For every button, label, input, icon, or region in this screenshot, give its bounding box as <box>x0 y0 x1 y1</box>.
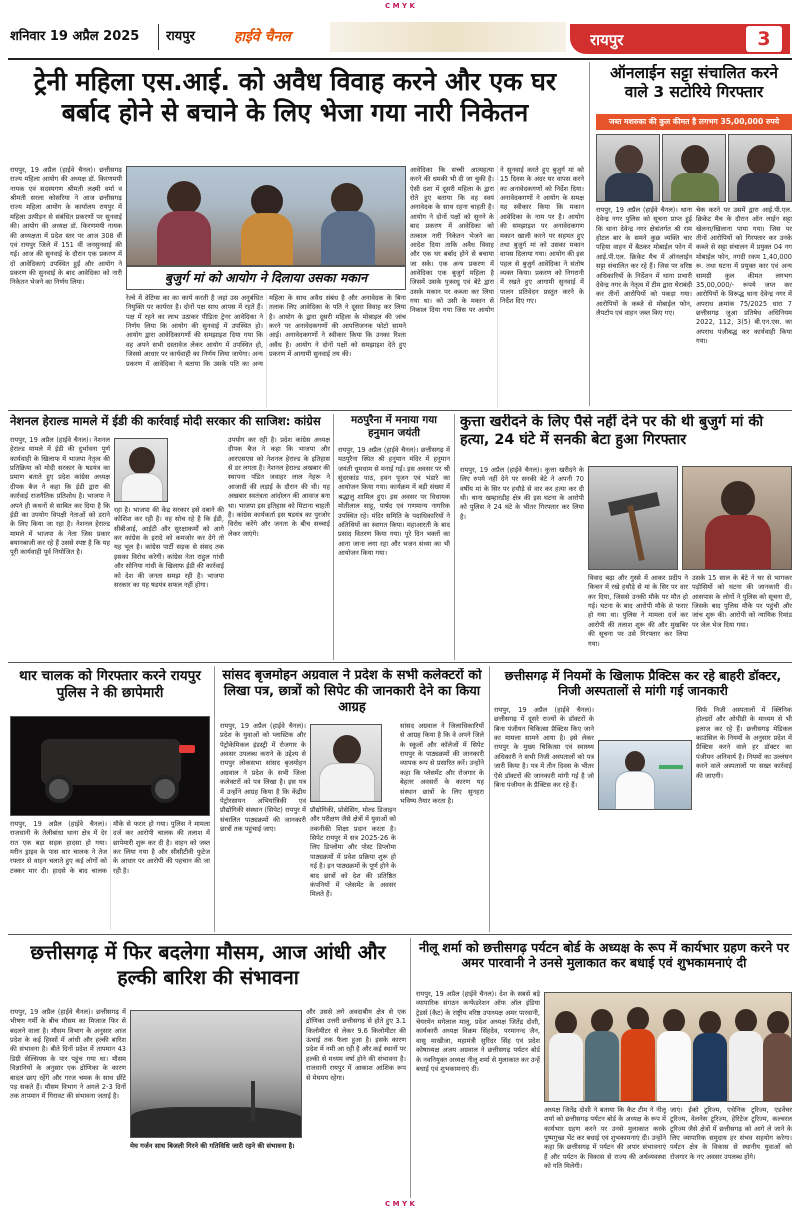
ad-strip <box>330 22 566 52</box>
masthead-channel-logo: हाईवे चैनल <box>234 29 291 45</box>
cloudy-sky-photo <box>130 1010 302 1138</box>
lead-body-4-text: को उसी के मकान से निकाल दिया गया जिस पर आयोग ने सुनवाई करते हुए बुजुर्ग मां को 15 दिवस के अंदर घर वापस करने का अनावेदकगणों को निर्देश दिया। अनावेदकगणों ने आयोग के समक्ष यह स्वीकार किया कि मकान आवेदिका के नाम पर है। आयोग की समझाइश पर अनावेदकगण मकान खाली करने पर सहमत हुए तथा बुजुर्ग मां को उसका मकान वापस दिलाया गया। आयोग की इस पहल से बुजुर्ग आवेदिका ने संतोष व्यक्त किया। प्रकरण को निगरानी में रखते हुए आगामी सुनवाई में पालन प्रतिवेदन प्रस्तुत करने के निर्देश दिए गए। <box>410 166 584 315</box>
betting-banner: जब्त मशरुका की कुल कीमत है लगभग 35,00,000 रुपये <box>596 114 792 130</box>
accused-photo-1 <box>596 134 660 202</box>
section-label: रायपुर <box>590 31 624 49</box>
column-divider-driver <box>214 666 215 932</box>
masthead-date: शनिवार 19 अप्रैल 2025 <box>10 29 140 44</box>
hammer-photo <box>588 466 678 570</box>
section-tab <box>570 24 790 54</box>
tourism-headline: नीलू शर्मा को छत्तीसगढ़ पर्यटन बोर्ड के अध्यक्ष के रूप में कार्यभार ग्रहण करने पर अमर पारवानी ने उनसे मुलाकात कर बधाई एवं शुभकामनाएं दी <box>419 940 789 971</box>
betting-headline: ऑनलाईन सट्टा संचालित करने वाले 3 सटोरिये गिरफ्तार <box>610 64 778 101</box>
betting-body-2: चेक करने पर उसमें द्वारा आई.पी.एल. क्रिकेट मैच के दौरान ऑन लाईन सट्टा खेलना/खिलाना पाया गया। जिस पर तीनों आरोपियों को गिरफ्तार कर उनके कब्जे से सट्टा संचालन में प्रयुक्त 04 नग मोबाईल फोन, नगदी रकम 1,40,000 रू. तथा घटना में प्रयुक्त कार एवं अन्य सामग्री कुल कीमत लगभग 35,00,000/- रूपये जप्त कर आरोपियों के विरूद्ध थाना देवेन्द्र नगर में अपराध क्रमांक 75/2025 धारा 7 छत्तीसगढ़ जुआ प्रतिषेध अधिनियम 2022, 112, 3(5) बी.एन.एस. का अपराध पंजीबद्ध कर कार्यवाही किया गया। <box>696 206 792 346</box>
murder-body-1: रायपुर, 19 अप्रैल (हाईवे चैनल)। कुत्ता खरीदने के लिए रुपये नहीं देने पर सनकी बेटे ने अपनी 70 वर्षीय मां के सिर पर हथौड़े से वार कर हत्या कर दी थी। थाना खम्हारडीह क्षेत्र की इस घटना के आरोपी को पुलिस ने 24 घंटे के भीतर गिरफ्तार कर लिया है। <box>460 466 584 521</box>
mp-body-3: सांसद अग्रवाल ने जिलाधिकारियों से आग्रह किया है कि वे अपने जिले के स्कूलों और कॉलेजों में सिपेट रायपुर के पाठ्यक्रमों की जानकारी व्यापक रूप से प्रसारित करें। उन्होंने कहा कि प्लेसमेंट और रोजगार के बेहतर अवसरों के कारण यह संस्थान छात्रों के लिए सुनहरा भविष्य तैयार करता है। <box>400 722 484 805</box>
lead-headline: ट्रेनी महिला एस.आई. को अवैध विवाह करने और एक घर बर्बाद होने से बचाने के लिए भेजा गया नारी निकेतन <box>33 67 557 127</box>
accused-son-photo <box>682 466 792 570</box>
doctors-headline: छत्तीसगढ़ में नियमों के खिलाफ प्रैक्टिस कर रहे बाहरी डॉक्टर, निजी अस्पतालों से मांगी गई जानकारी <box>504 668 782 699</box>
column-divider <box>589 62 590 406</box>
hanuman-headline: मठपुरैना में मनाया गया हनुमान जयंती <box>351 414 437 439</box>
lead-body-1: रायपुर, 19 अप्रैल (हाईवे चैनल)। छत्तीसगढ़ राज्य महिला आयोग की अध्यक्ष डॉ. किरणमयी नायक एवं सदस्यगण श्रीमती लक्ष्मी वर्मा व श्रीमती सरला कोसरिया ने आज छत्तीसगढ़ राज्य महिला आयोग के कार्यालय रायपुर में महिला उत्पीड़न से संबंधित प्रकरणों पर सुनवाई की। आयोग की अध्यक्ष डॉ. किरणमयी नायक की अध्यक्षता में प्रदेश स्तर पर आज 308 वीं एवं रायपुर जिले में 151 वीं जनसुनवाई की गई। आज की सुनवाई के दौरान एक प्रकरण में दो आवेदिकाएं उपस्थित हुईं और आयोग ने प्रकरण की सुनवाई के बाद आवेदिका को नारी निकेतन भेजने का निर्णय लिया। <box>10 166 122 287</box>
column-divider-hanuman <box>454 414 455 660</box>
tourism-body-3: जाएं। ईको टूरिज्म, एथेनिक टूरिज्म, एडवेंचर टूरिज्म, वेलनेस टूरिज्म, हेरिटेज टूरिज्म, कल्चरल टूरिज्म जैसे क्षेत्रों में छत्तीसगढ़ को आगे ले जाने के लिए व्यापारिक समुदाय हर संभव सहयोग करेगा। पर्यटन क्षेत्र के विकास से स्थानीय युवाओं को रोजगार के नए अवसर उपलब्ध होंगे। <box>670 1106 792 1161</box>
masthead-rule <box>8 58 792 60</box>
row-rule-3 <box>8 934 792 935</box>
ed-body-1: रायपुर, 19 अप्रैल (हाईवे चैनल)। नेशनल हेराल्ड मामले में ईडी की दुर्भावना पूर्ण कार्यवाही के खिलाफ में भाजपा नेतृत्व की प्रतिक्रिया को मोदी सरकार के षडयंत्र का प्रमाण बताते हुए प्रदेश कांग्रेस अध्यक्ष दीपक बैज ने कहा कि ईडी द्वारा की कार्रवाई राजनैतिक प्रतिशोध है। भाजपा ने अपने ही कथनों से साबित कर दिया है कि ईडी का उपयोग विपक्षी नेताओं को डराने के लिए किया जा रहा है। नेशनल हेराल्ड मामले में भाजपा के नेता जिस प्रकार बयानबाजी कर रहे हैं उससे स्पष्ट है कि यह पूरी कार्यवाही पूर्व नियोजित है। <box>10 436 110 557</box>
page-number: 3 <box>746 26 782 52</box>
person-1-body <box>157 211 211 266</box>
lead-photo-caption: बुजुर्ग मां को आयोग ने दिलाया उसका मकान <box>126 266 406 290</box>
ed-body-3: उपयोग कर रही है। प्रदेश कांग्रेस अध्यक्ष दीपक बैज ने कहा कि भाजपा और आरएसएस को नेशनल हेराल्ड के इतिहास से डर लगता है। नेशनल हेराल्ड अखबार की स्थापना पंडित जवाहर लाल नेहरू ने आजादी की लड़ाई के दौरान की थी। यह अखबार स्वतंत्रता आंदोलन की आवाज बना था। भाजपा इस इतिहास को मिटाना चाहती है। कांग्रेस कार्यकर्ता इस षडयंत्र का पुरजोर विरोध करेंगे और जनता के बीच सच्चाई लेकर जाएंगे। <box>228 436 330 538</box>
lead-body-2: रेल्वे में वेटिंग्स का का कार्य करती है जहां उस अनुबंधित नियुक्ति पर कार्यरत है। दोनों पक्ष साथ आपस में रहते हैं। पक्ष में रहने का लाभ उठाकर पीडिता ट्रेनर आवेदिका ने निर्णय लिया कि आयोग की सुनवाई में उपस्थित हो। आयोग द्वारा आवेदिकागणों की समझाइश दिया गया कि वह अपने सभी दस्तावेज लेकर आयोग में उपस्थित हो, जिससे आधार पर कार्यवाही का निर्णय लिया जायेगा। अन्य प्रकरण में आवेदिका ने बताया कि उसके पति का अन्य महिला के साथ अवैध संबंध है और अनावेदक के बिना तलाक लिए आवेदिका के पति ने दूसरा विवाह कर लिया है। आयोग के द्वारा दूसरी महिला के मोबाइल की जांच करने पर अनावेदकगणों की आपत्तिजनक फोटो सामने आई। अनावेदकगणों ने स्वीकार किया कि उनका रिश्ता अवैध है। आयोग ने दोनों पक्षों को समझाइश देते हुए प्रकरण में आगामी सुनवाई तय की। <box>126 294 406 368</box>
ed-body-2-wrap: रहा है। भाजपा की केंद्र सरकार इसे दबाने की कोशिश कर रही है। वह सोच रहे है कि ईडी, सीबीआई, आईटी और सुरक्षाकर्मों को आगे कर कांग्रेस के इरादे को कमजोर कर देगे तो यह भूल है। कांग्रेस पार्टी सड़क से संसद तक इसका विरोध करेगी। कांग्रेस नेता राहुल गांधी और सोनिया गांधी के खिलाफ ईडी की कार्रवाई को देश की जनता समझ रही है। भाजपा सरकार का यह षडयंत्र सफल नहीं होगा। <box>114 506 224 589</box>
tourism-group-photo <box>544 992 792 1102</box>
tourism-body-2: अध्यक्ष जितेंद्र दोशी ने बताया कि कैट टीम ने नीलू शर्मा को छत्तीसगढ़ पर्यटन बोर्ड के अध्यक्ष के रूप में कार्यभार ग्रहण करने पर उनसे मुलाकात करके पुष्पगुच्छ भेंट कर बधाई एवं शुभकामनाएं दी। उन्होंने कहा कि छत्तीसगढ़ में पर्यटन की अपार संभावनाएं हैं और पर्यटन के विकास से राज्य की अर्थव्यवस्था को गति मिलेगी। <box>544 1106 666 1171</box>
murder-body-3: उसके 15 साल के बेटे ने घर से भागकर पड़ोसियों को घटना की जानकारी दी। आसपास के लोगों ने पुलिस को सूचना दी, जिसके बाद पुलिस मौके पर पहुंची और जांच शुरू की। आरोपी को न्यायिक रिमांड पर जेल भेज दिया गया। <box>692 574 792 629</box>
thar-car-photo <box>10 716 210 816</box>
weather-headline: छत्तीसगढ़ में फिर बदलेगा मौसम, आज आंधी और हल्की बारिश की संभावना <box>30 941 386 990</box>
masthead-city: रायपुर <box>166 29 195 44</box>
hanuman-body: रायपुर, 19 अप्रैल (हाईवे चैनल)। छत्तीसगढ़ में मठपुरैना स्थित श्री हनुमान मंदिर में हनुमान जयंती धूमधाम से मनाई गई। इस अवसर पर श्री सुंदरकांड पाठ, हवन पूजन एवं भंडारे का आयोजन किया गया। कार्यक्रम में बड़ी संख्या में श्रद्धालु शामिल हुए। इस अवसर पर विधायक मोतीलाल साहू, पार्षद एवं गणमान्य नागरिक उपस्थित रहे। मंदिर समिति के पदाधिकारियों ने अतिथियों का स्वागत किया। महाआरती के बाद प्रसाद वितरण किया गया। पूरे दिन भक्तों का आना जाना लगा रहा और भजन संध्या का भी आयोजन किया गया। <box>338 446 450 557</box>
doctors-body-2: सिर्फ निजी अस्पतालों में क्लिनिक होल्डरों और ओपीडी के माध्यम से भी इलाज कर रहे हैं। छत्तीसगढ़ मेडिकल काउंसिल के नियमों के अनुसार प्रदेश में प्रैक्टिस करने वाले हर डॉक्टर का पंजीयन अनिवार्य है। नियमों का उल्लंघन करने वाले अस्पतालों पर सख्त कार्रवाई की जाएगी। <box>696 706 792 780</box>
betting-body-1: रायपुर, 19 अप्रैल (हाईवे चैनल)। थाना देवेन्द्र नगर पुलिस को सूचना प्राप्त हुई कि थाना देवेन्द्र नगर क्षेत्रांतर्गत श्री राम होटल बार के समने कुछ व्यक्ति चार पहिया वाहन में बैठकर मोबाईल फोन में आई.पी.एल. क्रिकेट मैच में ऑनलाईन सट्टा संचालित कर रहे हैं। जिस पर वरिष्ठ अधिकारियों के निर्देशन में थाना प्रभारी देवेन्द्र नगर के नेतृत्व में टीम द्वारा घेराबंदी कर तीनों आरोपियों को पकड़ा गया। आरोपियों के कब्जे से मोबाईल फोन, लैपटॉप एवं वाहन जब्त किए गए। <box>596 206 692 317</box>
doctors-body-1: रायपुर, 19 अप्रैल (हाईवे चैनल)। छत्तीसगढ़ में दूसरे राज्यों के डॉक्टरों के बिना पंजीयन चिकित्सा प्रैक्टिस किए जाने का मामला सामने आया है। इसे लेकर रायपुर के मुख्य चिकित्सा एवं स्वास्थ्य अधिकारी ने सभी निजी अस्पतालों को पत्र जारी किया है। पत्र में तीन दिवस के भीतर ऐसे डॉक्टरों की जानकारी मांगी गई है जो बिना पंजीयन के प्रैक्टिस कर रहे हैं। <box>494 706 594 789</box>
mp-body-2: प्रौद्योगिकी, प्रोसेसिंग, मोल्ड डिजाइन और परीक्षण जैसे क्षेत्रों में युवाओं को तकनीकी शिक्षा प्रदान करता है। सिपेट रायपुर में सत्र 2025-26 के लिए डिप्लोमा और पोस्ट डिप्लोमा पाठ्यक्रमों में प्रवेश प्रक्रिया शुरू हो गई है। इन पाठ्यक्रमों के पूर्ण होने के बाद छात्रों को देश की प्रतिष्ठित कंपनियों में प्लेसमेंट के अवसर मिलते हैं। <box>310 806 396 899</box>
mp-photo <box>310 724 382 802</box>
mp-body-1: रायपुर, 19 अप्रैल (हाईवे चैनल)। प्रदेश के युवाओं को प्लास्टिक और पेट्रोकेमिकल इंडस्ट्री में रोजगार के अवसर उपलब्ध कराने के उद्देश्य से रायपुर लोकसभा सांसद बृजमोहन अग्रवाल ने प्रदेश के सभी जिला कलेक्टरों को पत्र लिखा है। इस पत्र में उन्होंने आग्रह किया है कि केंद्रीय पेट्रोरसायन अभियांत्रिकी एवं प्रौद्योगिकी संस्थान (सिपेट) रायपुर में संचालित पाठ्यक्रमों की जानकारी छात्रों तक पहुंचाई जाए। <box>220 722 306 833</box>
lead-body-3-text: आवेदिका कि सच्ची आत्महत्या करने की धमकी भी दी जा चुकी है। ऐसी दशा में दूसरी महिला के द्वारा रोते हुए बताया कि वह स्वयं अनावेदक के साथ रहना चाहती है। आयोग ने दोनों पक्षों को सुनने के बाद प्रकरण में आवेदिका को तत्काल नारी निकेतन भेजने का आदेश दिया ताकि अवैध विवाह और एक घर बर्बाद होने से बचाया जा सके। एक अन्य प्रकरण में आवेदिका एक बुजुर्ग महिला है जिसमें उसके पुत्रवधु एवं बेटे द्वारा उसके मकान पर कब्जा कर लिया गया था। <box>410 166 494 306</box>
lead-body-3-4 <box>410 166 584 408</box>
column-divider-mp <box>489 666 490 932</box>
accused-photo-3 <box>728 134 792 202</box>
row-rule-1 <box>8 410 792 411</box>
accused-photo-2 <box>662 134 726 202</box>
press-mark-top: C M Y K <box>385 2 415 10</box>
press-mark-bottom: C M Y K <box>385 1200 415 1208</box>
weather-body-2: और उससे लगे अवदाबीय क्षेत्र से एक द्रोणिका उत्तरी छत्तीसगढ़ से होते हुए 3.1 किलोमीटर से लेकर 9.6 किलोमीटर की ऊंचाई तक फैला हुआ है। इसके कारण प्रदेश में नमी आ रही है और कई स्थानों पर हल्की से मध्यम वर्षा होने की संभावना है। राजधानी रायपुर में आकाश आंशिक रूप से मेघमय रहेगा। <box>306 1008 406 1082</box>
person-2-body <box>241 213 293 266</box>
weather-photo-caption: मेघ गर्जन साथ बिजली गिरने की गतिविधि जारी रहने की संभावना है। <box>130 1142 295 1150</box>
driver-headline: थार चालक को गिरफ्तार करने रायपुर पुलिस ने की छापेमारी <box>19 668 201 701</box>
column-divider-ed <box>333 414 334 660</box>
tourism-body-1: रायपुर, 19 अप्रैल (हाईवे चैनल)। देश के सबसे बड़े व्यापारिक संगठन कन्फेडरेशन ऑफ ऑल इंडिया ट्रेडर्स (कैट) के राष्ट्रीय वरिष्ठ उपाध्यक्ष अमर पारवानी, चेयरमेन मगेलाल मालू, प्रदेश अध्यक्ष जितेंद्र दोशी, कार्यकारी अध्यक्ष विक्रम सिंहदेव, परमानन्द जैन, वासु माखीजा, महामंत्री सुरिंदर सिंह एवं प्रदेश कोषाध्यक्ष अजय अग्रवाल ने छत्तीसगढ़ पर्यटन बोर्ड के नवनियुक्त अध्यक्ष नीलू शर्मा से मुलाकात कर उन्हें बधाई एवं शुभकामनाएं दी। <box>416 990 540 1073</box>
person-1-photo <box>167 181 201 215</box>
masthead-divider <box>158 24 159 50</box>
ed-body-2-text <box>172 436 224 506</box>
mp-headline: सांसद बृजमोहन अग्रवाल ने प्रदेश के सभी कलेक्टरों को लिखा पत्र, छात्रों को सिपेट की जानकारी देने का किया आग्रह <box>222 668 482 715</box>
murder-headline: कुत्ता खरीदने के लिए पैसे नहीं देने पर की थी बुजुर्ग मां की हत्या, 24 घंटे में सनकी बेटा हुआ गिरफ्तार <box>460 414 764 448</box>
ed-headline: नेशनल हेराल्ड मामले में ईडी की कार्रवाई मोदी सरकार की साजिश: कांग्रेस <box>10 414 321 428</box>
hospital-photo <box>598 740 692 810</box>
murder-body-2: विवाद बढ़ा और गुस्से में आकर प्रदीप ने किचन में रखे हथौड़े से मां के सिर पर वार कर दिया, जिससे उनकी मौके पर मौत हो गई। घटना के बाद आरोपी मौके से फरार हो गया था। पुलिस ने मामला दर्ज कर आरोपी की तलाश शुरू की और मुखबिर की सूचना पर उसे गिरफ्तार कर लिया गया। <box>588 574 688 648</box>
person-3-body <box>321 211 375 266</box>
column-divider-weather <box>410 938 411 1198</box>
driver-body: रायपुर, 19 अप्रैल (हाईवे चैनल)। राजधानी के तेलीबांधा थाना क्षेत्र में देर रात एक बड़ा सड़क हादसा हो गया। मरीन ड्राइव के पास थार चालक ने तेज रफ्तार से वाहन चलाते हुए कई लोगों को टक्कर मार दी। हादसे के बाद चालक मौके से फरार हो गया। पुलिस ने मामला दर्ज कर आरोपी चालक की तलाश में छापेमारी शुरू कर दी है। वाहन को जब्त कर लिया गया है और सीसीटीवी फुटेज के आधार पर आरोपी की पहचान की जा रही है। <box>10 820 210 875</box>
lead-photo <box>126 166 406 266</box>
weather-body-1: रायपुर, 19 अप्रैल (हाईवे चैनल)। छत्तीसगढ़ में भीषण गर्मी के बीच मौसम का मिजाज फिर से बदलने वाला है। मौसम विभाग के अनुसार आज प्रदेश के कई हिस्सों में आंधी और हल्की बारिश की संभावना है। बीते दिनों प्रदेश में तापमान 43 डिग्री सेल्सियस के पार पहुंच गया था। मौसम विज्ञानियों के अनुसार एक द्रोणिका के कारण बादल छाए रहेंगे और गरज चमक के साथ छींटे पड़ सकते हैं। मौसम विभाग ने अगले 2-3 दिनों तक तापमान में गिरावट की संभावना जताई है। <box>10 1008 126 1101</box>
row-rule-2 <box>8 662 792 663</box>
